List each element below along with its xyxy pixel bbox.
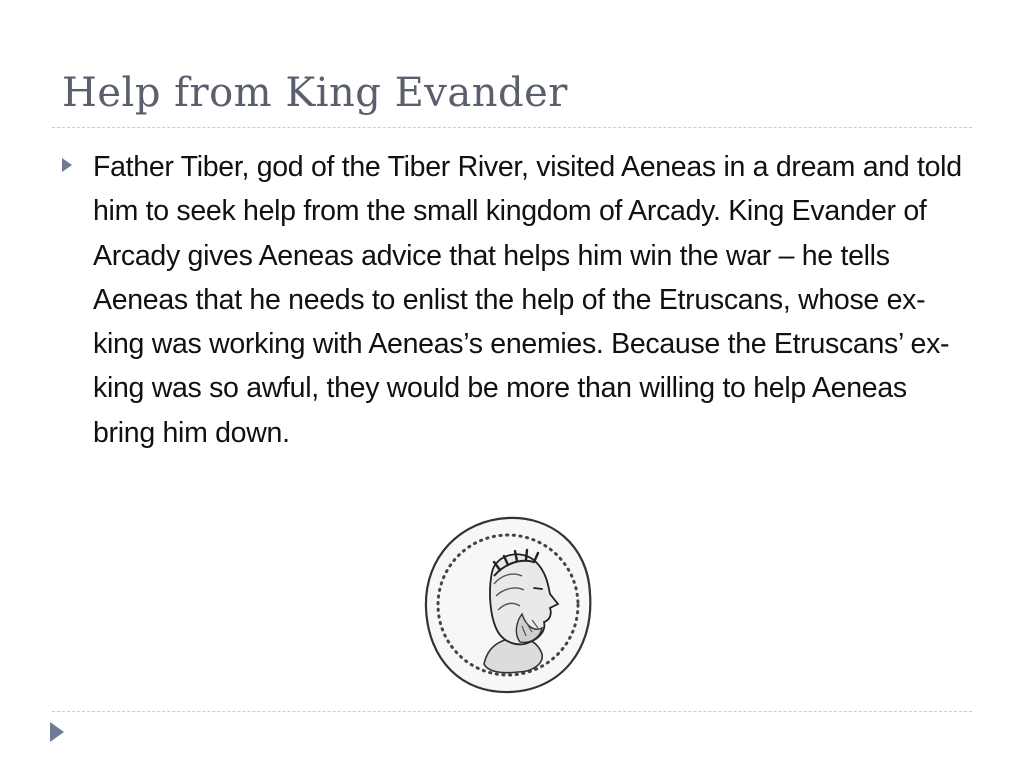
bullet-text: Father Tiber, god of the Tiber River, visited Aeneas in a dream and told him to seek help from the small kingdom of Arcady. King Evander of Arcady gives Aeneas advice that helps him win the war – he tells Aeneas that he needs to enlist the help of the Etruscans, whose ex-king was working with Aeneas’s enemies. Because the Etruscans’ ex-king was so awful, they would be more than willing to help Aeneas bring him down. bbox=[93, 151, 962, 449]
slide-title: Help from King Evander bbox=[62, 70, 568, 116]
next-slide-icon[interactable] bbox=[50, 722, 64, 742]
title-divider bbox=[52, 127, 972, 128]
coin-portrait-icon bbox=[422, 514, 594, 696]
footer-divider bbox=[52, 711, 972, 712]
triangle-bullet-icon bbox=[62, 158, 72, 172]
